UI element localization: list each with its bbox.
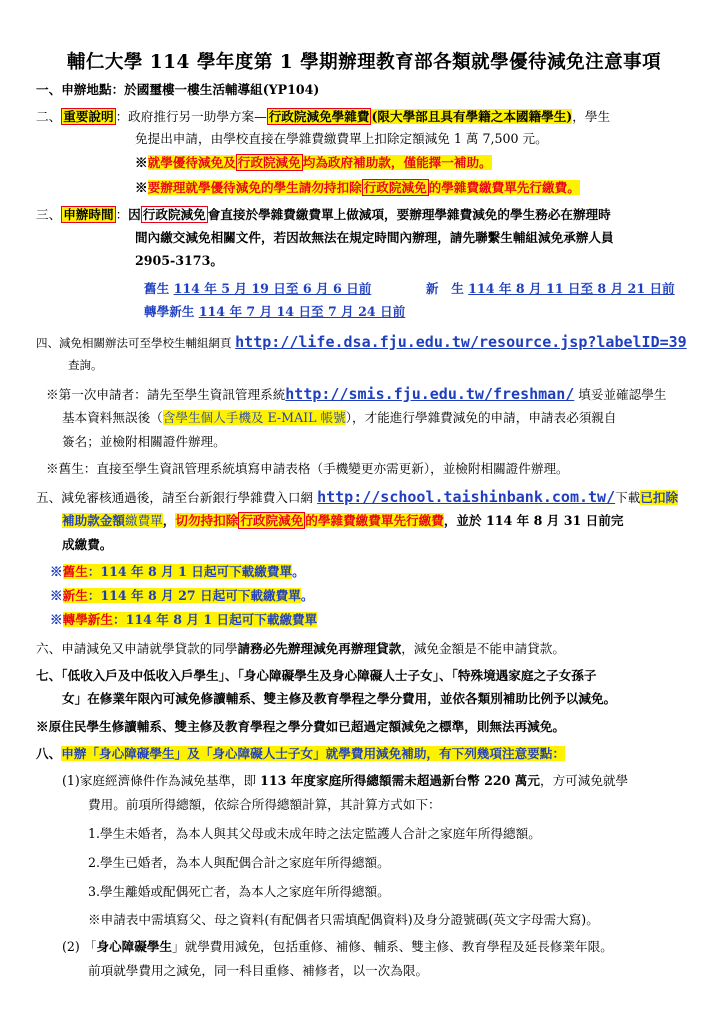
p2-text: 」就學費用減免，包括重修、補修、輔系、雙主修、教育學程及延長修業年限。 [172, 939, 613, 954]
section-8-p2-line-2: 前項就學費用之減免，同一科目重修、補修者，以一次為限。 [88, 963, 429, 978]
transfer-student-period [144, 304, 405, 320]
section-2-note-1 [135, 155, 492, 171]
download-date-transfer [50, 612, 317, 628]
comma: ， [162, 513, 176, 528]
download-label: 新生 [62, 588, 88, 603]
section-6-tail: ，減免金額是不能申請貸款。 [401, 641, 565, 656]
section-1-number: 一、 [36, 82, 62, 97]
section-1-text: 於國璽樓一樓生活輔導組(YP104) [124, 82, 320, 97]
note-mark: ※ [135, 180, 148, 195]
income-item-2: 2.學生已婚者，為本人與配偶合計之家庭年所得總額。 [88, 855, 390, 870]
download-date-old [50, 564, 305, 580]
p2-bold: 身心障礙學生 [96, 939, 172, 954]
section-3-line-1 [36, 207, 611, 223]
income-item-3: 3.學生離婚或配偶死亡者，為本人之家庭年所得總額。 [88, 884, 390, 899]
section-2-key: 重要說明 [63, 109, 114, 124]
first-applicant-text: ※第一次申請者：請先至學生資訊管理系統 [46, 387, 286, 402]
section-7-number: 七、 [36, 668, 62, 683]
section-4-line-2: 查詢。 [68, 358, 103, 372]
page-title: 輔仁大學 114 學年度第 1 學期辦理教育部各類就學優待減免注意事項 [66, 52, 662, 73]
section-4-text: 減免相關辦法可至學校生輔組網頁 [59, 336, 236, 350]
section-2-note-2 [135, 180, 580, 196]
indigenous-note: ※原住民學生修讀輔系、雙主修及教育學程之學分費如已超過定額減免之標準，則無法再減免。 [36, 719, 565, 734]
first-applicant-line-2-c: ），才能進行學雜費減免的申請，申請表必須親自 [345, 410, 617, 425]
first-applicant-line-2 [62, 410, 616, 426]
section-4-line-1 [36, 334, 687, 351]
section-6-bold: 請務必先辦理減免再辦理貸款 [237, 641, 402, 656]
section-5-deducted: 已扣除 [640, 490, 679, 505]
note-1-text: 就學優待減免及 [147, 155, 236, 170]
download-label: 轉學新生 [62, 612, 113, 627]
p1-text: (1)家庭經濟條件作為減免基準，即 [62, 773, 261, 788]
section-8-p1-line-1 [62, 773, 628, 789]
section-5-line-1 [36, 489, 678, 506]
section-3-colon: ： [115, 207, 129, 222]
section-2-text: 政府推行另一助學方案— [128, 109, 267, 124]
section-3-line-2: 間內繳交減免相關文件，若因故無法在規定時間內辦理，請先聯繫生輔組減免承辦人員 [135, 230, 614, 245]
note-1-boxed: 行政院減免 [237, 155, 301, 170]
transfer-student-label: 轉學新生 [144, 304, 195, 319]
section-4-number: 四、 [36, 336, 59, 350]
note-2-tail: 的學雜費繳費單先行繳費。 [428, 180, 580, 195]
download-label: 舊生 [62, 564, 88, 579]
download-date-new [50, 588, 313, 604]
section-5-download: 下載 [615, 490, 641, 505]
section-5-number: 五、 [36, 490, 62, 505]
note-mark: ※ [50, 588, 63, 603]
transfer-student-dates: 114 年 7 月 14 日至 7 月 24 日前 [198, 304, 406, 319]
download-date: ：114 年 8 月 1 日起可下載繳費單 [112, 612, 318, 627]
section-8-title: 申辦「身心障礙學生」及「身心障礙人士子女」就學費用減免補助，有下列幾項注意要點： [61, 746, 565, 761]
p1-tail: ，方可減免就學 [539, 773, 629, 788]
old-student-period [144, 281, 371, 297]
section-2-colon: ： [115, 109, 129, 124]
note-mark: ※ [50, 612, 63, 627]
life-dsa-link[interactable]: http://life.dsa.fju.edu.tw/resource.jsp?labelID=39 [235, 333, 687, 351]
section-8-number: 八、 [36, 746, 62, 761]
section-2-line-1 [36, 109, 610, 125]
section-7-line-2: 女」在修業年限內可減免修讀輔系、雙主修及教育學程之學分費用，並依各類別補助比例予以減免。 [62, 691, 617, 706]
period: 。 [292, 564, 305, 579]
old-student-note: ※舊生：直接至學生資訊管理系統填寫申請表格（手機變更亦需更新），並檢附相關證件辦理。 [46, 461, 569, 476]
section-3-key: 申辦時間 [63, 207, 114, 222]
section-6 [36, 641, 565, 657]
new-student-period [426, 281, 675, 297]
section-1 [36, 82, 319, 98]
income-item-1: 1.學生未婚者，為本人與其父母或未成年時之法定監護人合計之家庭年所得總額。 [88, 826, 541, 841]
note-mark: ※ [50, 564, 63, 579]
section-7-line-1 [36, 668, 596, 684]
note-2-text: 要辦理就學優待減免的學生請勿持扣除 [147, 180, 362, 195]
section-3-text-a: 因 [128, 207, 141, 222]
first-applicant-line-3: 簽名；並檢附相關證件辦理。 [62, 434, 226, 449]
smis-freshman-link[interactable]: http://smis.fju.edu.tw/freshman/ [285, 385, 575, 403]
section-5-line-3: 成繳費。 [62, 537, 113, 552]
section-3-number: 三、 [36, 207, 62, 222]
download-date: ：114 年 8 月 27 日起可下載繳費單 [87, 588, 301, 603]
section-3-line-3: 2905-3173。 [135, 253, 223, 268]
section-2-line-2: 免提出申請，由學校直接在學雜費繳費單上扣除定額減免 1 萬 7,500 元。 [135, 131, 548, 146]
download-date: ：114 年 8 月 1 日起可下載繳費單 [87, 564, 293, 579]
note-mark: ※ [135, 155, 148, 170]
subsidy-amount: 補助款金額 [62, 513, 125, 528]
deadline-text: ，並於 114 年 8 月 31 日前完 [443, 513, 624, 528]
application-form-note: ※申請表中需填寫父、母之資料(有配偶者只需填配偶資料)及身分證號碼(英文字母需大寫)。 [88, 912, 599, 927]
section-8-p1-line-2: 費用。前項所得總額，依綜合所得總額計算，其計算方式如下： [88, 797, 441, 812]
p2-open: (2) 「 [62, 939, 97, 954]
first-applicant-text-tail: 填妥並確認學生 [574, 387, 667, 402]
section-7-text: 「低收入戶及中低收入戶學生」、「身心障礙學生及身心障礙人士子女」、「特殊境遇家庭之子女孫子 [61, 668, 597, 683]
old-student-label: 舊生 [144, 281, 170, 296]
payment-slip: 繳費單 [124, 513, 163, 528]
section-2-eligibility: (限大學部且具有學籍之本國籍學生) [371, 109, 573, 124]
taishin-bank-link[interactable]: http://school.taishinbank.com.tw/ [317, 488, 616, 506]
note-1-tail: 均為政府補助款，僅能擇一補助。 [302, 155, 492, 170]
section-8-p2-line-1 [62, 939, 613, 955]
section-8-heading [36, 746, 565, 762]
section-3-text-b: 會直接於學雜費繳費單上做減項，要辦理學雜費減免的學生務必在辦理時 [207, 207, 611, 222]
section-1-label: 申辦地點： [61, 82, 125, 97]
section-5-text: 減免審核通過後，請至台新銀行學雜費入口網 [61, 490, 318, 505]
section-5-line-2 [62, 513, 623, 529]
warn-tail: 的學雜費繳費單先行繳費 [305, 513, 444, 528]
new-student-label: 新 生 [426, 281, 464, 296]
section-2-exec-yuan-reduction: 行政院減免學雜費 [268, 109, 370, 124]
p1-income-limit: 113 年度家庭所得總額需未超過新台幣 220 萬元 [260, 773, 540, 788]
new-student-dates: 114 年 8 月 11 日至 8 月 21 日前 [468, 281, 675, 296]
note-2-boxed: 行政院減免 [363, 180, 427, 195]
section-6-number: 六、 [36, 641, 62, 656]
old-student-dates: 114 年 5 月 19 日至 6 月 6 日前 [173, 281, 372, 296]
section-6-text: 申請減免又申請就學貸款的同學 [61, 641, 238, 656]
section-3-boxed: 行政院減免 [142, 207, 206, 222]
first-applicant-line-2-a: 基本資料無誤後（ [62, 410, 163, 425]
phone-email-highlight: 含學生個人手機及 E-MAIL 帳號 [162, 410, 346, 425]
warn-boxed: 行政院減免 [240, 513, 304, 528]
section-2-text-tail: ，學生 [572, 109, 611, 124]
warn-text: 切勿持扣除 [175, 513, 239, 528]
section-2-number: 二、 [36, 109, 62, 124]
first-applicant-line-1 [46, 386, 666, 403]
period: 。 [300, 588, 314, 603]
